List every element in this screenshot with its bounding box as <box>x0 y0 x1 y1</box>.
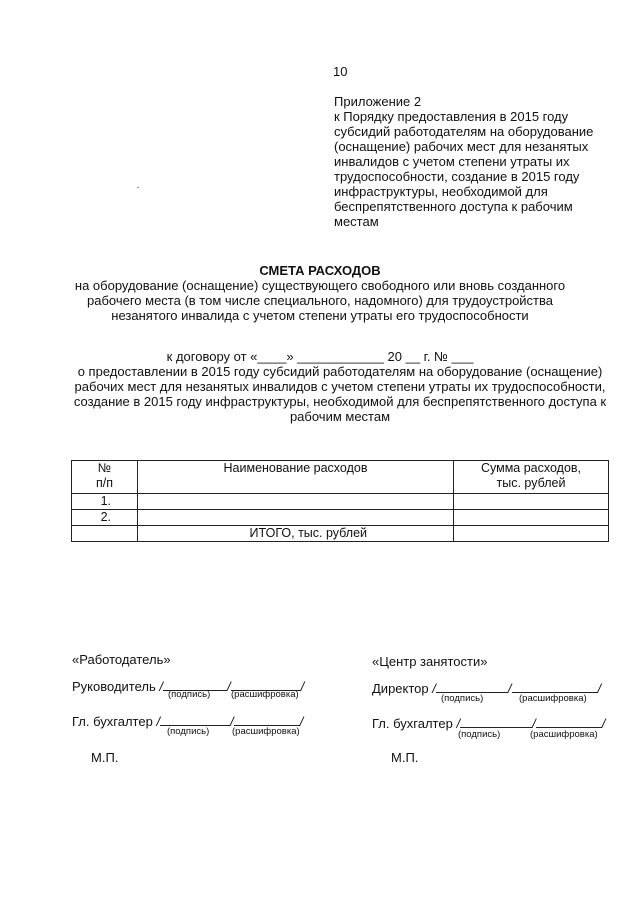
signature-caption: (подпись) <box>167 726 210 737</box>
annex-line: трудоспособности, создание в 2015 году <box>334 169 580 184</box>
center-accountant-signature-line[interactable]: Гл. бухгалтер / / / <box>372 716 606 731</box>
table-row <box>72 510 609 526</box>
total-label: ИТОГО, тыс. рублей <box>138 526 454 542</box>
annex-line: беспрепятственного доступа к рабочим <box>334 199 573 214</box>
role-label: Руководитель <box>72 679 156 694</box>
employer-director-signature-line[interactable]: Руководитель / / / <box>72 679 305 694</box>
signature-caption: (подпись) <box>458 729 501 740</box>
row-sum-cell[interactable] <box>454 494 609 510</box>
contract-desc-line: рабочих мест для незанятых инвалидов с учетом степени утраты их трудоспособности, <box>74 379 606 394</box>
annex-reference <box>334 94 609 229</box>
center-stamp-place: М.П. <box>391 750 419 765</box>
expense-table <box>71 460 609 542</box>
signature-blank[interactable] <box>436 680 508 693</box>
annex-line: Приложение 2 <box>334 94 422 109</box>
header-number: № п/п <box>72 461 138 494</box>
table-header-row <box>72 461 609 494</box>
decode-blank[interactable] <box>536 715 602 728</box>
row-number: 1. <box>72 494 138 510</box>
employer-party-label: «Работодатель» <box>72 652 171 667</box>
annex-line: (оснащение) рабочих мест для незанятых <box>334 139 589 154</box>
scan-speck <box>137 187 139 188</box>
total-sum-cell[interactable] <box>454 526 609 542</box>
subtitle-line: незанятого инвалида с учетом степени утраты его трудоспособности <box>111 308 529 323</box>
annex-line: местам <box>334 214 379 229</box>
signature-caption: (подпись) <box>168 689 211 700</box>
row-sum-cell[interactable] <box>454 510 609 526</box>
signature-blank[interactable] <box>460 715 532 728</box>
subtitle-line: на оборудование (оснащение) существующего свободного или вновь созданного <box>74 278 566 293</box>
signature-blank[interactable] <box>160 713 230 726</box>
row-name-cell[interactable] <box>138 494 454 510</box>
document-subtitle <box>60 278 580 323</box>
employer-stamp-place: М.П. <box>91 750 119 765</box>
annex-line: инвалидов с учетом степени утраты их <box>334 154 570 169</box>
annex-line: инфраструктуры, необходимой для <box>334 184 548 199</box>
contract-desc-line: создание в 2015 году инфраструктуры, необходимой для беспрепятственного доступа к <box>73 394 607 409</box>
role-label: Гл. бухгалтер <box>372 716 453 731</box>
row-name-cell[interactable] <box>138 510 454 526</box>
page-number: 10 <box>333 64 348 79</box>
subtitle-line: рабочего места (в том числе специального, надомного) для трудоустройства <box>86 293 554 308</box>
center-director-signature-line[interactable]: Директор / / / <box>372 681 602 696</box>
decode-caption: (расшифровка) <box>231 689 299 700</box>
table-row <box>72 494 609 510</box>
signature-caption: (подпись) <box>441 693 484 704</box>
total-empty-cell <box>72 526 138 542</box>
decode-caption: (расшифровка) <box>232 726 300 737</box>
decode-caption: (расшифровка) <box>519 693 587 704</box>
decode-blank[interactable] <box>234 713 300 726</box>
header-name: Наименование расходов <box>138 461 454 494</box>
decode-caption: (расшифровка) <box>530 729 598 740</box>
header-sum: Сумма расходов, тыс. рублей <box>454 461 609 494</box>
decode-blank[interactable] <box>512 680 598 693</box>
employment-center-party-label: «Центр занятости» <box>372 654 488 669</box>
role-label: Директор <box>372 681 429 696</box>
employer-accountant-signature-line[interactable]: Гл. бухгалтер / / / <box>72 714 304 729</box>
document-title: СМЕТА РАСХОДОВ <box>259 263 381 278</box>
contract-desc-line: о предоставлении в 2015 году субсидий работодателям на оборудование (оснащение) <box>77 364 603 379</box>
row-number: 2. <box>72 510 138 526</box>
contract-reference: к договору от «____» ____________ 20 __ г. № ___ <box>166 349 474 364</box>
annex-line: субсидий работодателям на оборудование <box>334 124 594 139</box>
table-total-row <box>72 526 609 542</box>
role-label: Гл. бухгалтер <box>72 714 153 729</box>
contract-desc-line: рабочим местам <box>289 409 391 424</box>
annex-line: к Порядку предоставления в 2015 году <box>334 109 569 124</box>
contract-description <box>60 364 620 424</box>
